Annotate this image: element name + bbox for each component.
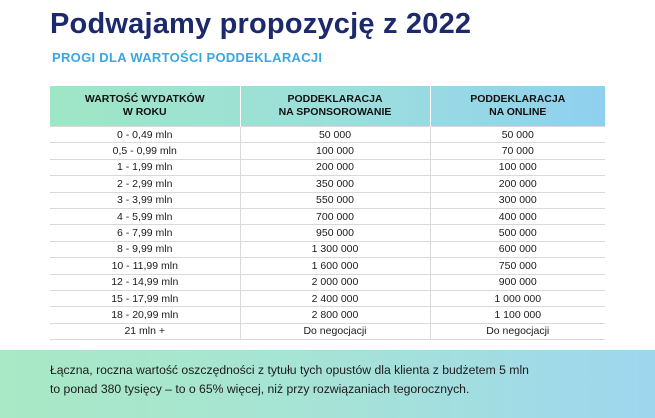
online-cell: 50 000 <box>430 127 605 143</box>
sponsorship-cell: 700 000 <box>240 208 430 224</box>
online-cell: 400 000 <box>430 208 605 224</box>
online-cell: 500 000 <box>430 225 605 241</box>
sponsorship-cell: 1 600 000 <box>240 258 430 274</box>
online-cell: 1 100 000 <box>430 307 605 323</box>
sponsorship-cell: 950 000 <box>240 225 430 241</box>
online-cell: Do negocjacji <box>430 323 605 339</box>
online-cell: 750 000 <box>430 258 605 274</box>
spend-cell: 0,5 - 0,99 mln <box>50 143 240 159</box>
table-row <box>50 176 605 192</box>
spend-cell: 12 - 14,99 mln <box>50 274 240 290</box>
sponsorship-cell: 2 800 000 <box>240 307 430 323</box>
sponsorship-cell: Do negocjacji <box>240 323 430 339</box>
spend-cell: 21 mln + <box>50 323 240 339</box>
header-sponsorship-line2: NA SPONSOROWANIE <box>278 106 392 118</box>
sponsorship-cell: 1 300 000 <box>240 241 430 257</box>
table-row <box>50 241 605 257</box>
header-sponsorship-line1: PODDEKLARACJA <box>287 93 383 105</box>
header-annual-spend-line1: WARTOŚĆ WYDATKÓW <box>84 93 205 105</box>
header-annual-spend <box>50 86 240 127</box>
online-cell: 600 000 <box>430 241 605 257</box>
slide-title: Podwajamy propozycję z 2022 <box>50 8 472 40</box>
spend-cell: 6 - 7,99 mln <box>50 225 240 241</box>
spend-cell: 3 - 3,99 mln <box>50 192 240 208</box>
table-row <box>50 274 605 290</box>
table-row <box>50 323 605 339</box>
summary-line-1: Łączna, roczna wartość oszczędności z tytułu tych opustów dla klienta z budżetem 5 mln <box>50 363 529 377</box>
table-header-row <box>50 86 605 127</box>
online-cell: 1 000 000 <box>430 290 605 306</box>
summary-text <box>50 361 620 399</box>
sponsorship-cell: 2 000 000 <box>240 274 430 290</box>
table-row <box>50 192 605 208</box>
online-cell: 70 000 <box>430 143 605 159</box>
sponsorship-cell: 350 000 <box>240 176 430 192</box>
spend-cell: 18 - 20,99 mln <box>50 307 240 323</box>
table-row <box>50 127 605 143</box>
header-online <box>430 86 605 127</box>
spend-cell: 10 - 11,99 mln <box>50 258 240 274</box>
online-cell: 300 000 <box>430 192 605 208</box>
table-row <box>50 258 605 274</box>
spend-cell: 15 - 17,99 mln <box>50 290 240 306</box>
sponsorship-cell: 50 000 <box>240 127 430 143</box>
online-cell: 100 000 <box>430 159 605 175</box>
table-header <box>50 86 605 127</box>
sponsorship-cell: 100 000 <box>240 143 430 159</box>
spend-cell: 2 - 2,99 mln <box>50 176 240 192</box>
spend-cell: 4 - 5,99 mln <box>50 208 240 224</box>
thresholds-table-container <box>50 86 605 340</box>
sponsorship-cell: 2 400 000 <box>240 290 430 306</box>
table-body <box>50 127 605 340</box>
spend-cell: 1 - 1,99 mln <box>50 159 240 175</box>
table-row <box>50 290 605 306</box>
table-row <box>50 307 605 323</box>
slide-subtitle: PROGI DLA WARTOŚCI PODDEKLARACJI <box>52 50 323 65</box>
online-cell: 200 000 <box>430 176 605 192</box>
summary-line-2: to ponad 380 tysięcy – to o 65% więcej, niż przy rozwiązaniach tegorocznych. <box>50 382 470 396</box>
sponsorship-cell: 200 000 <box>240 159 430 175</box>
table-row <box>50 159 605 175</box>
online-cell: 900 000 <box>430 274 605 290</box>
table-row <box>50 208 605 224</box>
spend-cell: 0 - 0,49 mln <box>50 127 240 143</box>
table-row <box>50 225 605 241</box>
thresholds-table <box>50 86 605 340</box>
sponsorship-cell: 550 000 <box>240 192 430 208</box>
header-online-line2: NA ONLINE <box>489 106 547 118</box>
header-online-line1: PODDEKLARACJA <box>470 93 566 105</box>
table-row <box>50 143 605 159</box>
header-annual-spend-line2: W ROKU <box>122 106 167 118</box>
spend-cell: 8 - 9,99 mln <box>50 241 240 257</box>
header-sponsorship <box>240 86 430 127</box>
